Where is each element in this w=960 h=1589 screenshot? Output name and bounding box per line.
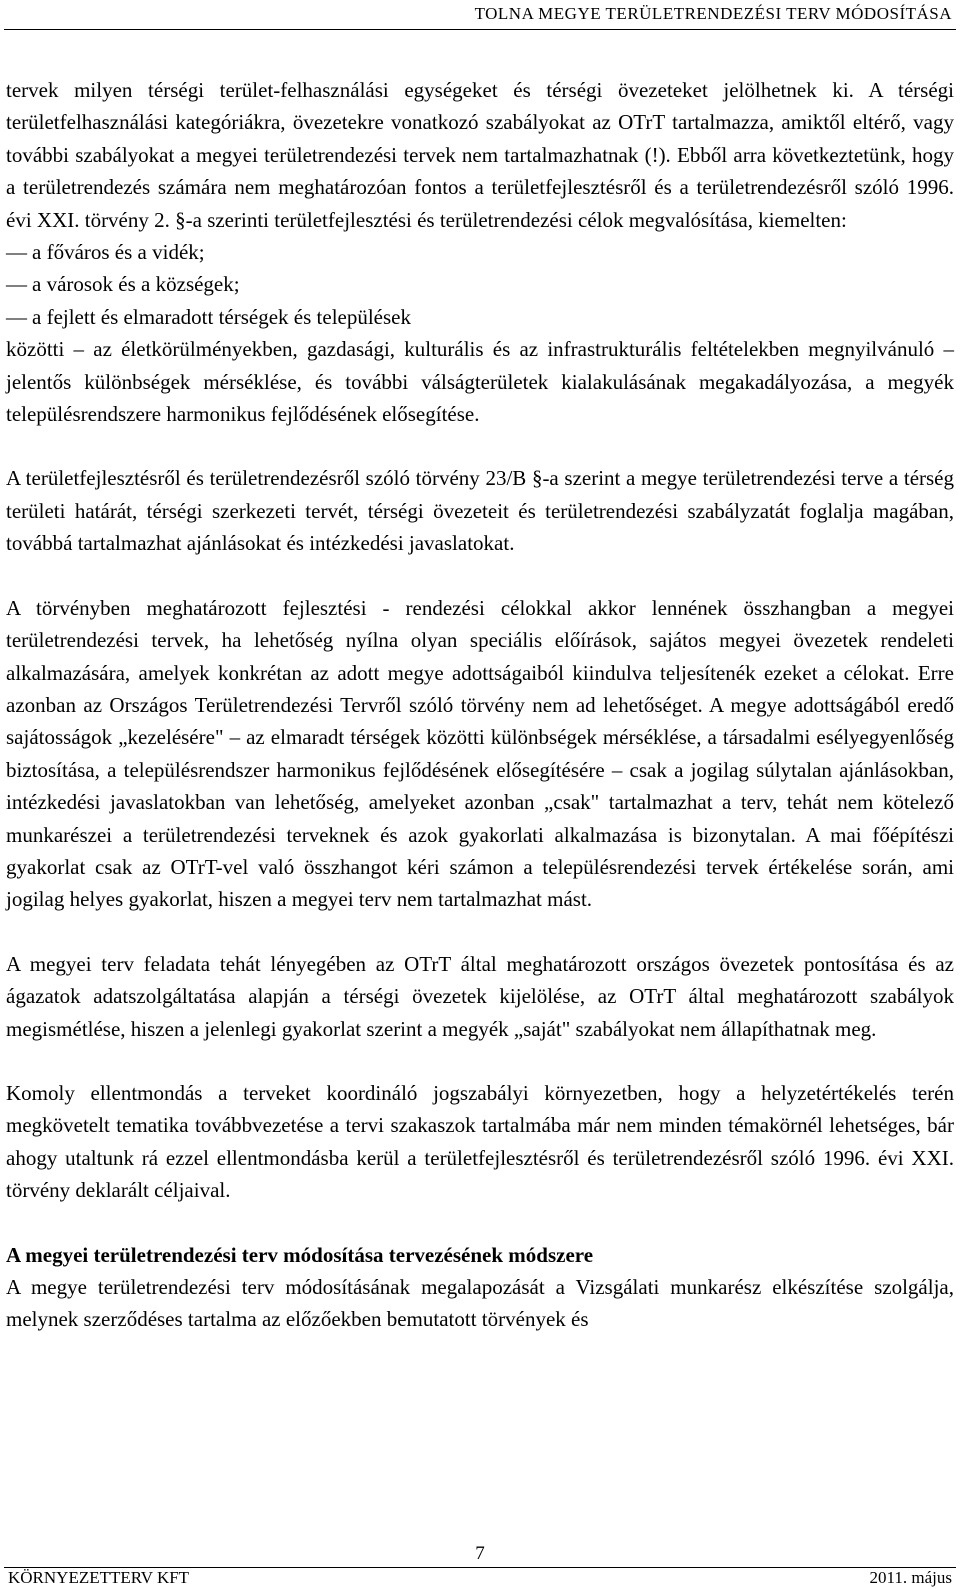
paragraph-3: A törvényben meghatározott fejlesztési - rendezési célokkal akkor lennének összhangban a megyei területrendezési tervek, ha lehetőség nyílna olyan speciális előírások, sajátos megyei övezetek rendeleti alkalmazására, amelyek konkrétan az adott megye adottságaiból kiindulva teljesítenék ezeket a célokat. Erre azonban az Országos Területrendezési Tervről szóló törvény nem ad lehetőséget. A megye adottságából eredő sajátosságok „kezelésére" – az elmaradt térségek közötti különbségek mérséklése, a társadalmi esélyegyenlőség biztosítása, a településrendszer harmonikus fejlődésének elősegítésére – csak a jogilag súlytalan ajánlásokban, intézkedési javaslatokban van lehetőség, amelyeket azonban „csak" tartalmazhat a terv, tehát nem kötelező munkarészei a területrendezési terveknek és azok gyakorlati alkalmazása is bizonytalan. A mai főépítészi gyakorlat csak az OTrT-vel való összhangot kéri számon a településrendezési tervek értékelése során, ami jogilag helyes gyakorlat, hiszen a megyei terv nem tartalmazhat mást. — [6, 595, 954, 912]
list-item: — a fejlett és elmaradott térségek és települések — [6, 301, 954, 333]
list-item: — a főváros és a vidék; — [6, 236, 954, 268]
running-header: TOLNA MEGYE TERÜLETRENDEZÉSI TERV MÓDOSÍTÁSA — [474, 4, 952, 23]
list-item: — a városok és a községek; — [6, 268, 954, 300]
footer-company: KÖRNYEZETTERV KFT — [8, 1568, 190, 1587]
paragraph-5: Komoly ellentmondás a terveket koordináló jogszabályi környezetben, hogy a helyzetértékelés terén megkövetelt tematika továbbvezetése a tervi szakaszok tartalmába már nem minden témakörnél lehetséges, bár ahogy utaltunk rá ezzel ellentmondásba kerül a területfejlesztésről és területrendezésről szóló 1996. évi XXI. törvény deklarált céljaival. — [6, 1080, 954, 1203]
footer-date: 2011. május — [869, 1568, 952, 1587]
paragraph-6: A megye területrendezési terv módosításának megalapozását a Vizsgálati munkarész elkészítése szolgálja, melynek szerződéses tartalma az előzőekben bemutatott törvények és — [6, 1275, 954, 1332]
dash-list — [6, 236, 954, 333]
header-rule — [4, 29, 956, 30]
paragraph-2: A területfejlesztésről és területrendezésről szóló törvény 23/B §-a szerint a megye területrendezési terve a térség területi határát, térségi szerkezeti tervét, térségi övezeteit és területrendezési szabályzatát foglalja magában, továbbá tartalmazhat ajánlásokat és intézkedési javaslatokat. — [6, 466, 954, 556]
paragraph-1-continued: közötti – az életkörülményekben, gazdasági, kulturális és az infrastrukturális feltételekben megnyilvánuló – jelentős különbségek mérséklése, és további válságterületek kialakulásának megakadályozása, a megyék településrendszere harmonikus fejlődésének elősegítése. — [6, 337, 954, 427]
paragraph-4: A megyei terv feladata tehát lényegében az OTrT által meghatározott országos övezetek pontosítása és az ágazatok adatszolgáltatása alapján a térségi övezetek kijelölése, az OTrT által meghatározott szabályok megismétlése, hiszen a jelenlegi gyakorlat szerint a megyék „saját" szabályokat nem állapíthatnak meg. — [6, 951, 954, 1041]
section-heading: A megyei területrendezési terv módosítása tervezésének módszere — [6, 1242, 594, 1267]
paragraph-1: tervek milyen térségi terület-felhasználási egységeket és térségi övezeteket jelölhetnek ki. A térségi területfelhasználási kategóriákra, övezetekre vonatkozó szabályokat az OTrT tartalmazza, amiktől eltérő, vagy további szabályokat a megyei területrendezési tervek nem tartalmazhatnak (!). Ebből arra következtetünk, hogy a területrendezés számára nem meghatározóan fontos a területfejlesztésről és a területrendezésről szóló 1996. évi XXI. törvény 2. §-a szerinti területfejlesztési és területrendezési célok megvalósítása, kiemelten: — [6, 78, 954, 232]
page-body — [6, 74, 954, 1336]
page-number: 7 — [475, 1543, 485, 1564]
